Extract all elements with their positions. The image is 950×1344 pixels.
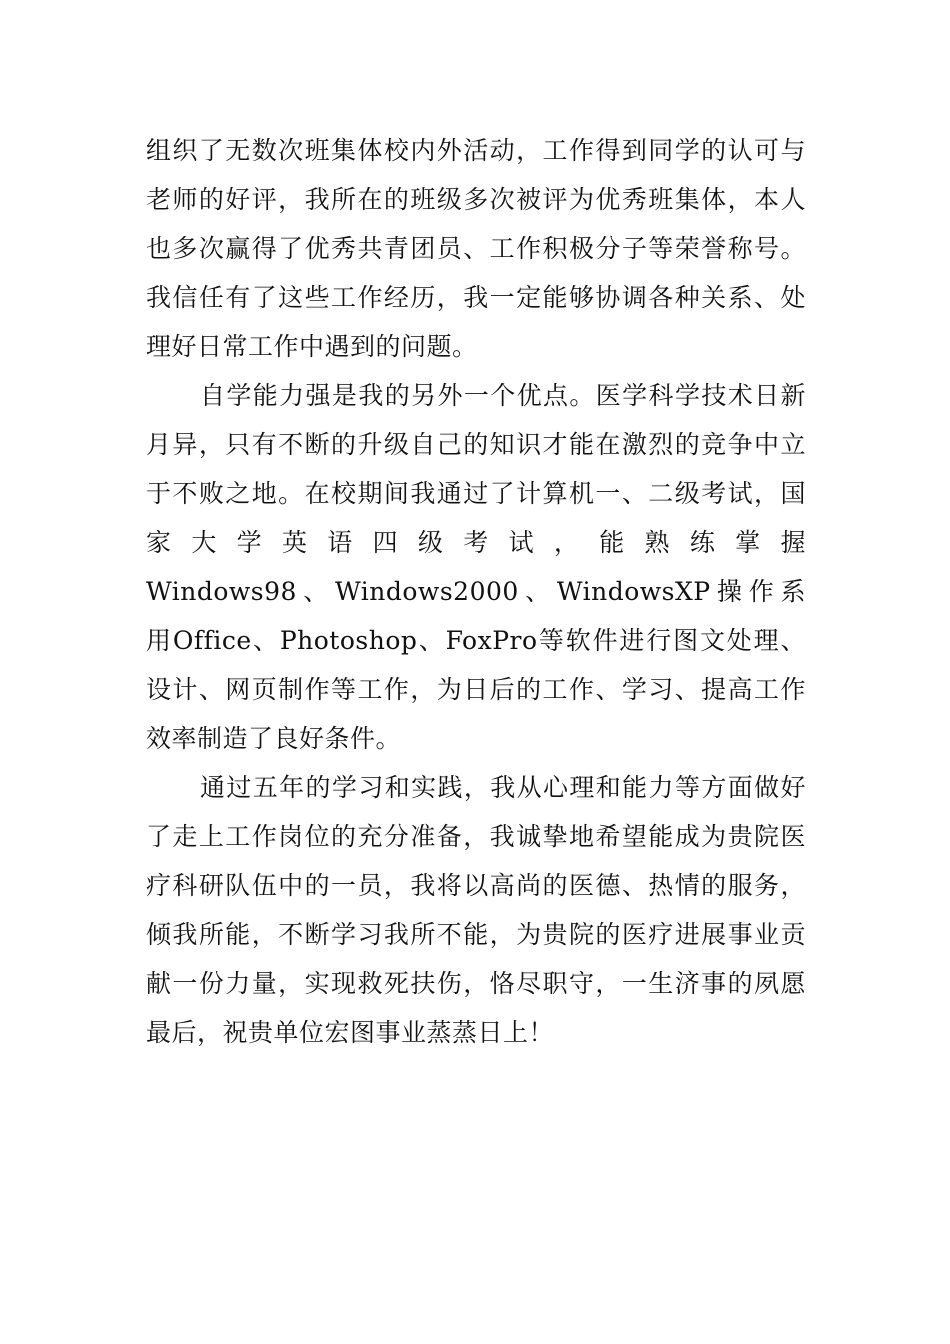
text-line: 效率制造了良好条件。: [146, 724, 402, 753]
text-line: 我信任有了这些工作经历，我一定能够协调各种关系、处: [146, 283, 806, 312]
text-line: 组织了无数次班集体校内外活动，工作得到同学的认可与: [146, 136, 806, 165]
text-line: 用Office、Photoshop、FoxPro等软件进行图文处理、: [146, 626, 806, 655]
text-line: 疗科研队伍中的一员，我将以高尚的医德、热情的服务，: [146, 871, 806, 900]
text-line: 设计、网页制作等工作，为日后的工作、学习、提高工作: [146, 675, 806, 704]
paragraph-self-learning: [146, 371, 806, 763]
text-line: 了走上工作岗位的充分准备，我诚挚地希望能成为贵院医: [146, 822, 806, 851]
text-line: 老师的好评，我所在的班级多次被评为优秀班集体，本人: [146, 185, 806, 214]
document-body: [146, 126, 806, 1057]
text-line: 理好日常工作中遇到的问题。: [146, 332, 478, 361]
text-line: Windows98、Windows2000、WindowsXP操作系: [146, 577, 806, 606]
text-line: 也多次赢得了优秀共青团员、工作积极分子等荣誉称号。: [146, 234, 806, 263]
paragraph-activities: [146, 126, 806, 371]
text-line: 自学能力强是我的另外一个优点。医学科学技术日新: [200, 381, 806, 410]
text-line: 于不败之地。在校期间我通过了计算机一、二级考试，国: [146, 479, 806, 508]
text-line: 倾我所能，不断学习我所不能，为贵院的医疗进展事业贡: [146, 920, 806, 949]
text-line: 月异，只有不断的升级自己的知识才能在激烈的竞争中立: [146, 430, 806, 459]
paragraph-closing: [146, 763, 806, 1057]
text-line: 最后，祝贵单位宏图事业蒸蒸日上！: [146, 1018, 555, 1047]
text-line: 家 大 学 英 语 四 级 考 试 ， 能 熟 练 掌 握: [146, 528, 806, 557]
text-line: 献一份力量，实现救死扶伤，恪尽职守，一生济事的夙愿: [146, 969, 806, 998]
text-line: 通过五年的学习和实践，我从心理和能力等方面做好: [200, 773, 806, 802]
